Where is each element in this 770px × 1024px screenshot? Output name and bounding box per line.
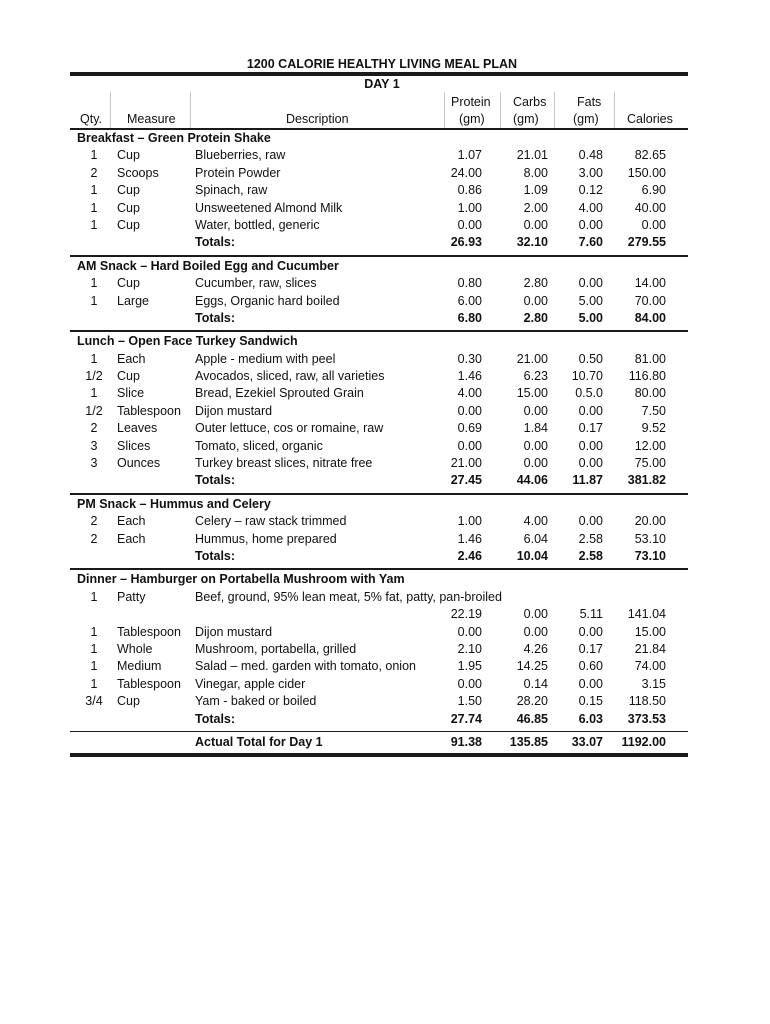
food-fats: 0.17 (578, 641, 603, 656)
food-description: Hummus, home prepared (195, 531, 337, 546)
meal-sections (70, 130, 688, 570)
food-protein: 0.00 (457, 624, 482, 639)
totals-calories: 84.00 (634, 310, 666, 325)
meal-section (70, 258, 688, 333)
food-description: Unsweetened Almond Milk (195, 200, 343, 215)
grand-total-fats: 33.07 (571, 734, 603, 749)
food-calories: 12.00 (634, 438, 666, 453)
grand-total-calories: 1192.00 (621, 734, 666, 749)
food-description: Protein Powder (195, 165, 281, 180)
header-protein-cell (444, 92, 500, 128)
food-protein: 1.00 (457, 514, 482, 529)
header-protein-unit: (gm) (459, 112, 485, 126)
food-protein: 0.00 (457, 217, 482, 232)
food-protein: 6.00 (457, 293, 482, 308)
totals-row (70, 234, 688, 251)
food-fats: 0.15 (578, 694, 603, 709)
food-carbs: 0.00 (523, 438, 548, 453)
food-calories: 81.00 (634, 351, 666, 366)
food-carbs: 1.09 (523, 183, 548, 198)
food-protein: 2.10 (457, 641, 482, 656)
food-description: Water, bottled, generic (195, 217, 320, 232)
food-measure: Tablespoon (117, 676, 181, 691)
header-carbs: Carbs (513, 95, 547, 109)
dinner-items (70, 624, 688, 711)
food-description: Mushroom, portabella, grilled (195, 641, 357, 656)
food-row-values (70, 606, 688, 623)
food-calories: 15.00 (634, 624, 666, 639)
grand-total-carbs: 135.85 (509, 734, 548, 749)
food-carbs: 6.23 (523, 369, 548, 384)
food-description: Vinegar, apple cider (195, 676, 306, 691)
food-qty: 2 (90, 421, 98, 436)
food-row (70, 658, 688, 675)
food-measure: Cup (117, 217, 140, 232)
food-carbs: 0.00 (523, 456, 548, 471)
totals-carbs: 10.04 (516, 548, 548, 563)
food-qty: 1/2 (85, 369, 103, 384)
header-carbs-cell (500, 92, 554, 128)
food-calories: 14.00 (634, 276, 666, 291)
food-measure: Leaves (117, 421, 158, 436)
food-row (70, 676, 688, 693)
food-carbs: 4.00 (523, 514, 548, 529)
food-row (70, 438, 688, 455)
food-qty: 3/4 (85, 694, 103, 709)
food-carbs: 21.00 (516, 351, 548, 366)
food-qty: 1 (90, 293, 98, 308)
totals-label: Totals: (195, 473, 236, 488)
food-measure: Scoops (117, 165, 159, 180)
plan-title: 1200 CALORIE HEALTHY LIVING MEAL PLAN (246, 57, 518, 71)
food-measure: Cup (117, 369, 140, 384)
food-carbs: 1.84 (523, 421, 548, 436)
section-divider (70, 568, 688, 570)
food-row (70, 589, 688, 606)
food-measure: Tablespoon (117, 403, 181, 418)
food-row (70, 217, 688, 234)
totals-protein: 27.45 (450, 473, 482, 488)
food-calories: 116.80 (628, 369, 666, 384)
food-description: Turkey breast slices, nitrate free (195, 456, 373, 471)
header-fats-cell (554, 92, 614, 128)
food-qty: 1 (90, 200, 98, 215)
food-calories: 150.00 (627, 165, 666, 180)
food-measure: Slices (117, 438, 151, 453)
food-qty: 1 (90, 676, 98, 691)
food-calories: 74.00 (634, 659, 666, 674)
header-qty: Qty. (80, 112, 102, 126)
grand-total-row (70, 732, 688, 752)
totals-protein: 2.46 (457, 548, 482, 563)
food-protein: 0.30 (457, 351, 482, 366)
totals-protein: 6.80 (457, 310, 482, 325)
food-fats: 4.00 (578, 200, 603, 215)
food-calories: 80.00 (634, 386, 666, 401)
food-protein: 0.69 (457, 421, 482, 436)
header-measure: Measure (127, 112, 176, 126)
food-calories: 6.90 (641, 183, 666, 198)
totals-label: Totals: (195, 235, 236, 250)
food-carbs: 2.80 (523, 276, 548, 291)
totals-fats: 7.60 (578, 235, 603, 250)
grand-total-bottom-rule (70, 753, 688, 757)
totals-carbs: 46.85 (516, 711, 548, 726)
totals-fats: 11.87 (572, 473, 603, 488)
food-measure: Tablespoon (117, 624, 181, 639)
food-description: Avocados, sliced, raw, all varieties (195, 369, 385, 384)
section-divider (70, 255, 688, 257)
header-description: Description (286, 112, 349, 126)
header-description-cell (190, 92, 444, 128)
food-protein: 4.00 (457, 386, 482, 401)
food-protein: 1.00 (457, 200, 482, 215)
food-qty: 3 (90, 438, 98, 453)
food-measure: Each (117, 531, 146, 546)
food-fats: 0.00 (578, 676, 603, 691)
food-row (70, 693, 688, 710)
food-fats: 0.5.0 (575, 386, 603, 401)
food-calories: 82.65 (634, 148, 666, 163)
food-fats: 0.60 (578, 659, 603, 674)
food-qty: 1 (90, 217, 98, 232)
header-qty-cell (70, 92, 110, 128)
totals-protein: 27.74 (450, 711, 482, 726)
food-fats: 0.00 (578, 514, 603, 529)
header-fats: Fats (577, 95, 602, 109)
section-divider (70, 330, 688, 332)
food-fats: 3.00 (578, 165, 603, 180)
food-row (70, 275, 688, 292)
food-qty: 1 (90, 624, 98, 639)
food-row (70, 368, 688, 385)
food-row (70, 455, 688, 472)
totals-row (70, 548, 688, 565)
food-qty: 2 (90, 165, 98, 180)
food-protein: 0.00 (457, 676, 482, 691)
food-carbs: 8.00 (523, 165, 548, 180)
food-fats: 0.17 (578, 421, 603, 436)
day-label: DAY 1 (364, 77, 400, 91)
food-protein: 1.07 (457, 148, 482, 163)
food-measure: Patty (117, 589, 146, 604)
food-description: Salad – med. garden with tomato, onion (195, 659, 416, 674)
header-carbs-unit: (gm) (513, 112, 539, 126)
totals-protein: 26.93 (450, 235, 482, 250)
totals-calories: 373.53 (627, 711, 666, 726)
food-row (70, 147, 688, 164)
totals-row (70, 310, 688, 327)
food-fats: 0.48 (578, 148, 603, 163)
food-row (70, 165, 688, 182)
food-qty: 2 (90, 531, 98, 546)
header-fats-unit: (gm) (573, 112, 599, 126)
food-measure: Cup (117, 200, 140, 215)
food-fats: 0.00 (578, 624, 603, 639)
food-description: Blueberries, raw (195, 148, 286, 163)
food-protein: 1.95 (457, 659, 482, 674)
food-row (70, 385, 688, 402)
food-row (70, 531, 688, 548)
food-description: Cucumber, raw, slices (195, 276, 317, 291)
meal-section (70, 333, 688, 495)
header-measure-cell (110, 92, 190, 128)
food-measure: Cup (117, 276, 140, 291)
food-description: Beef, ground, 95% lean meat, 5% fat, patty, pan-broiled (195, 589, 502, 604)
food-carbs: 6.04 (523, 531, 548, 546)
food-carbs: 14.25 (516, 659, 548, 674)
food-measure: Cup (117, 148, 140, 163)
food-calories: 53.10 (634, 531, 666, 546)
food-fats: 2.58 (578, 531, 603, 546)
food-description: Eggs, Organic hard boiled (195, 293, 340, 308)
food-description: Apple - medium with peel (195, 351, 336, 366)
food-calories: 70.00 (634, 293, 666, 308)
section-title: Breakfast – Green Protein Shake (77, 131, 271, 145)
food-fats: 10.70 (571, 369, 603, 384)
food-description: Outer lettuce, cos or romaine, raw (195, 421, 384, 436)
totals-fats: 2.58 (578, 548, 603, 563)
food-row (70, 513, 688, 530)
food-measure: Cup (117, 183, 140, 198)
food-carbs: 0.00 (523, 293, 548, 308)
header-calories-cell (614, 92, 688, 128)
food-protein: 0.00 (457, 403, 482, 418)
food-qty: 1/2 (85, 403, 103, 418)
food-calories: 3.15 (641, 676, 666, 691)
food-row (70, 420, 688, 437)
food-carbs: 0.14 (523, 676, 548, 691)
food-measure: Each (117, 351, 146, 366)
table-header (70, 92, 688, 128)
food-calories: 20.00 (634, 514, 666, 529)
food-row (70, 200, 688, 217)
food-calories: 7.50 (641, 403, 666, 418)
totals-calories: 279.55 (627, 235, 666, 250)
food-protein: 22.19 (450, 607, 482, 622)
totals-carbs: 32.10 (516, 235, 548, 250)
food-fats: 0.00 (578, 217, 603, 232)
meal-section (70, 130, 688, 257)
food-measure: Ounces (117, 456, 161, 471)
food-protein: 1.46 (457, 531, 482, 546)
food-fats: 5.00 (578, 293, 603, 308)
food-protein: 1.50 (457, 694, 482, 709)
food-row (70, 293, 688, 310)
food-protein: 0.80 (457, 276, 482, 291)
header-calories: Calories (627, 112, 673, 126)
section-title: AM Snack – Hard Boiled Egg and Cucumber (77, 258, 339, 273)
food-fats: 0.00 (578, 403, 603, 418)
food-qty: 3 (90, 456, 98, 471)
food-qty: 1 (90, 276, 98, 291)
totals-label: Totals: (195, 310, 236, 325)
food-description: Dijon mustard (195, 403, 273, 418)
food-description: Tomato, sliced, organic (195, 438, 323, 453)
food-qty: 1 (90, 351, 98, 366)
section-title: Lunch – Open Face Turkey Sandwich (77, 334, 298, 349)
food-calories: 141.04 (627, 607, 666, 622)
food-description: Spinach, raw (195, 183, 268, 198)
food-fats: 0.00 (578, 456, 603, 471)
food-calories: 9.52 (641, 421, 666, 436)
food-measure: Cup (117, 694, 140, 709)
grand-total-protein: 91.38 (450, 734, 482, 749)
food-measure: Medium (117, 659, 162, 674)
food-carbs: 2.00 (523, 200, 548, 215)
totals-fats: 6.03 (578, 711, 603, 726)
food-measure: Whole (117, 641, 153, 656)
food-fats: 0.00 (578, 438, 603, 453)
food-description: Dijon mustard (195, 624, 273, 639)
food-calories: 118.50 (628, 694, 666, 709)
grand-total-label: Actual Total for Day 1 (195, 734, 323, 749)
food-fats: 0.12 (578, 183, 603, 198)
food-measure: Slice (117, 386, 145, 401)
header-protein: Protein (451, 95, 491, 109)
food-calories: 40.00 (634, 200, 666, 215)
food-carbs: 4.26 (523, 641, 548, 656)
food-carbs: 0.00 (523, 217, 548, 232)
food-description: Yam - baked or boiled (195, 694, 317, 709)
section-divider (70, 493, 688, 495)
meal-plan-page (70, 56, 688, 757)
food-row (70, 351, 688, 368)
food-protein: 24.00 (450, 165, 482, 180)
food-qty: 1 (90, 659, 98, 674)
food-qty: 1 (90, 183, 98, 198)
food-fats: 0.50 (578, 351, 603, 366)
food-qty: 1 (90, 148, 98, 163)
food-calories: 21.84 (634, 641, 666, 656)
food-carbs: 21.01 (516, 148, 548, 163)
food-description: Bread, Ezekiel Sprouted Grain (195, 386, 364, 401)
food-protein: 21.00 (450, 456, 482, 471)
totals-row (70, 711, 688, 728)
food-fats: 0.00 (578, 276, 603, 291)
food-carbs: 28.20 (516, 694, 548, 709)
totals-carbs: 2.80 (523, 310, 548, 325)
food-carbs: 0.00 (523, 607, 548, 622)
food-row (70, 182, 688, 199)
food-carbs: 0.00 (523, 403, 548, 418)
food-row (70, 641, 688, 658)
food-carbs: 0.00 (523, 624, 548, 639)
totals-carbs: 44.06 (516, 473, 548, 488)
food-protein: 1.46 (457, 369, 482, 384)
food-measure: Large (117, 293, 149, 308)
food-qty: 1 (90, 641, 98, 656)
totals-label: Totals: (195, 548, 236, 563)
food-calories: 0.00 (641, 217, 666, 232)
totals-calories: 73.10 (634, 548, 666, 563)
totals-fats: 5.00 (578, 310, 603, 325)
totals-calories: 381.82 (627, 473, 666, 488)
meal-section (70, 496, 688, 571)
section-title: Dinner – Hamburger on Portabella Mushroom with Yam (77, 572, 405, 587)
food-row (70, 624, 688, 641)
food-protein: 0.86 (457, 183, 482, 198)
food-qty: 1 (90, 386, 98, 401)
totals-label: Totals: (195, 711, 236, 726)
food-carbs: 15.00 (516, 386, 548, 401)
totals-row (70, 472, 688, 489)
food-qty: 2 (90, 514, 98, 529)
food-calories: 75.00 (634, 456, 666, 471)
food-row (70, 403, 688, 420)
food-fats: 5.11 (579, 607, 603, 622)
food-qty: 1 (90, 589, 98, 604)
food-description: Celery – raw stack trimmed (195, 514, 347, 529)
food-measure: Each (117, 514, 146, 529)
meal-section-dinner (70, 571, 688, 728)
section-title: PM Snack – Hummus and Celery (77, 496, 271, 511)
food-protein: 0.00 (457, 438, 482, 453)
